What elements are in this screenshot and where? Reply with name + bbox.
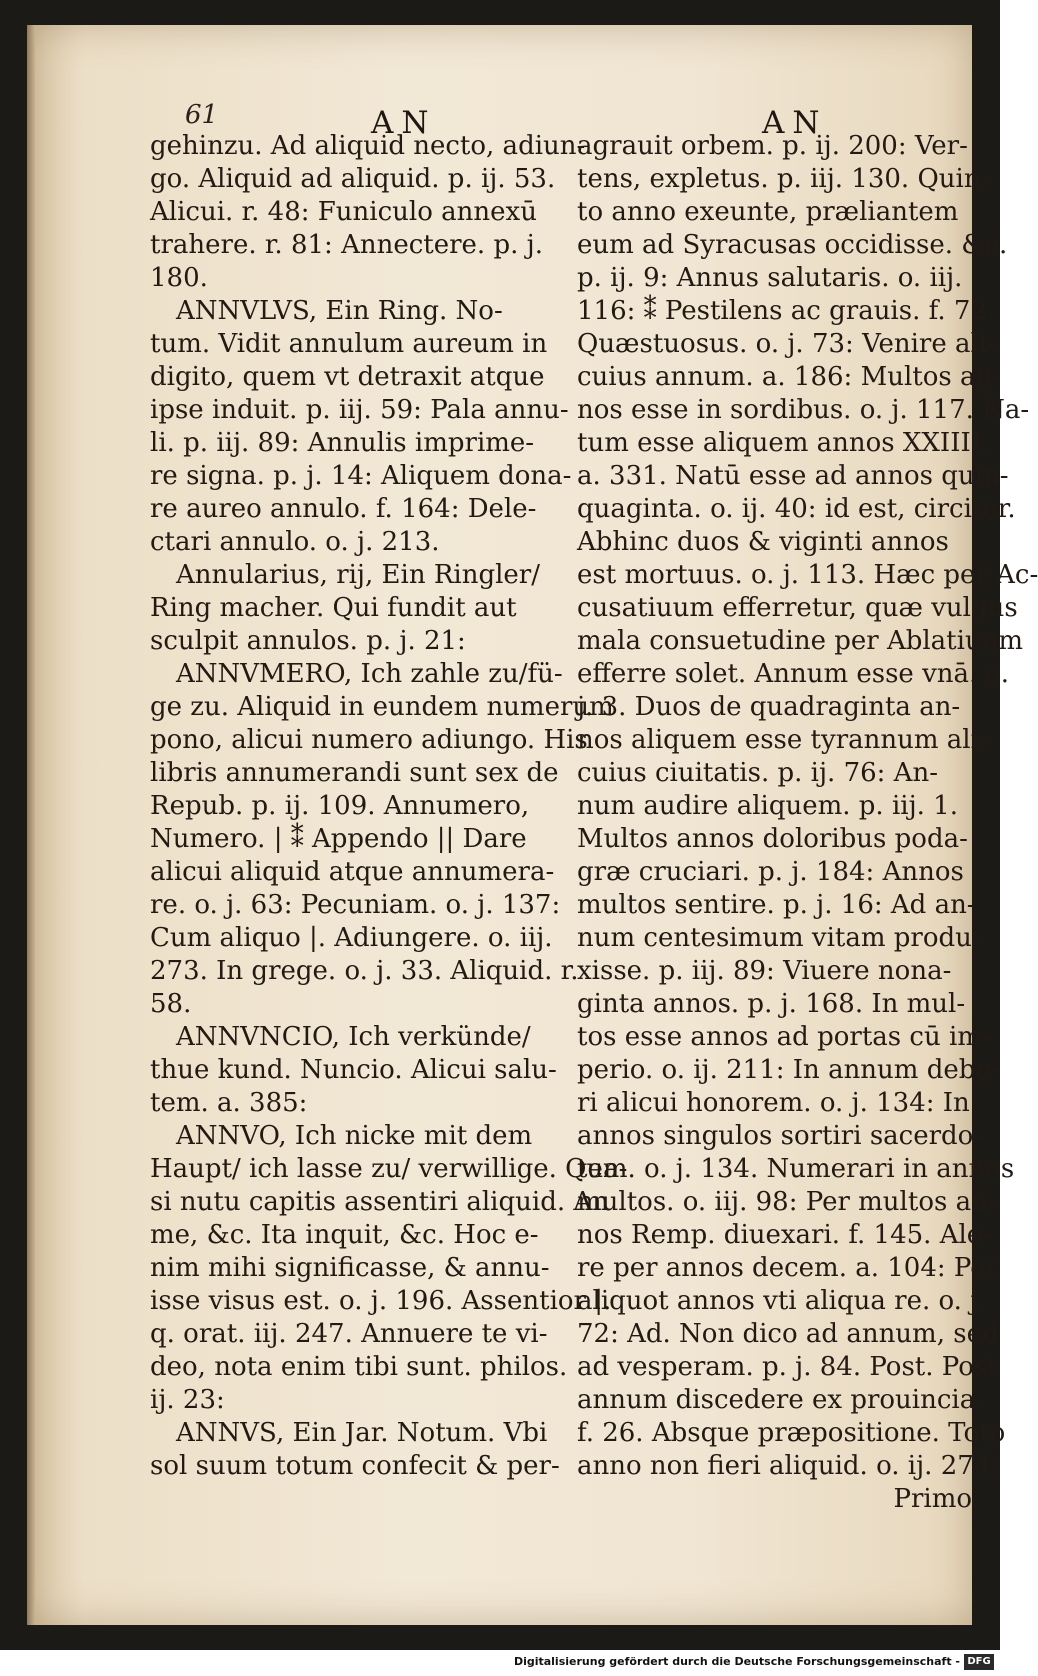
text-line: tem. a. 385:: [150, 1088, 308, 1118]
text-line: ge zu. Aliquid in eundem numerum: [150, 692, 614, 722]
text-line: li. p. iij. 89: Annulis imprime-: [150, 428, 535, 458]
text-line: multos. o. iij. 98: Per multos an-: [577, 1187, 997, 1217]
text-line: nim mihi significasse, & annu-: [150, 1253, 550, 1283]
text-line: Annularius, rij, Ein Ringler/: [176, 560, 540, 590]
dfg-logo: DFG: [964, 1654, 994, 1670]
text-line: nos Remp. diuexari. f. 145. Ale-: [577, 1220, 991, 1250]
text-line: tos esse annos ad portas cū im-: [577, 1022, 991, 1052]
text-line: num centesimum vitam produ-: [577, 923, 981, 953]
funding-credit: Digitalisierung gefördert durch die Deutsche Forschungsgemeinschaft -: [513, 1655, 960, 1668]
text-line: ANNVMERO, Ich zahle zu/fü-: [176, 659, 563, 689]
text-line: efferre solet. Annum esse vnā. o.: [577, 659, 1010, 689]
text-line: ad vesperam. p. j. 84. Post. Post: [577, 1352, 998, 1382]
text-line: sol suum totum confecit & per-: [150, 1451, 560, 1481]
text-line: ipse induit. p. iij. 59: Pala annu-: [150, 395, 569, 425]
text-line: trahere. r. 81: Annectere. p. j.: [150, 230, 543, 260]
text-line: re signa. p. j. 14: Aliquem dona-: [150, 461, 572, 491]
text-line: quaginta. o. ij. 40: id est, circiter.: [577, 494, 1016, 524]
text-line: græ cruciari. p. j. 184: Annos: [577, 857, 964, 887]
text-line: me, &c. Ita inquit, &c. Hoc e-: [150, 1220, 539, 1250]
text-line: num audire aliquem. p. iij. 1.: [577, 791, 958, 821]
left-text-column: [150, 130, 628, 1483]
text-line: tem. o. j. 134. Numerari in annos: [577, 1154, 1015, 1184]
text-line: aliquot annos vti aliqua re. o. j.: [577, 1286, 987, 1316]
text-line: q. orat. iij. 247. Annuere te vi-: [150, 1319, 548, 1349]
text-line: est mortuus. o. j. 113. Hæc per Ac-: [577, 560, 1038, 590]
text-line: alicui aliquid atque annumera-: [150, 857, 555, 887]
text-line: re. o. j. 63: Pecuniam. o. j. 137:: [150, 890, 561, 920]
text-line: 273. In grege. o. j. 33. Aliquid. r.: [150, 956, 579, 986]
text-line: ANNVS, Ein Jar. Notum. Vbi: [176, 1418, 548, 1448]
right-running-head: AN: [762, 105, 828, 141]
right-text-column: [577, 130, 1038, 1516]
text-line: re per annos decem. a. 104: Per: [577, 1253, 999, 1283]
text-line: agrauit orbem. p. ij. 200: Ver-: [577, 131, 968, 161]
text-line: tens, expletus. p. iij. 130. Quin-: [577, 164, 990, 194]
text-line: f. 26. Absque præpositione. Toto: [577, 1418, 1006, 1448]
text-line: 116: ⁑ Pestilens ac grauis. f. 72.: [577, 296, 996, 326]
text-line: p. ij. 9: Annus salutaris. o. iij.: [577, 263, 963, 293]
text-line: annos singulos sortiri sacerdo-: [577, 1121, 983, 1151]
text-line: gehinzu. Ad aliquid necto, adiun-: [150, 131, 586, 161]
catchword: Primo: [893, 1484, 972, 1514]
text-line: ij. 23:: [150, 1385, 225, 1415]
text-line: thue kund. Nuncio. Alicui salu-: [150, 1055, 557, 1085]
text-line: tum. Vidit annulum aureum in: [150, 329, 548, 359]
digitization-footer: [0, 1650, 1000, 1676]
text-line: ri alicui honorem. o. j. 134: In: [577, 1088, 970, 1118]
text-line: digito, quem vt detraxit atque: [150, 362, 545, 392]
text-line: Repub. p. ij. 109. Annumero,: [150, 791, 530, 821]
text-line: isse visus est. o. j. 196. Assentior |.: [150, 1286, 612, 1316]
text-line: mala consuetudine per Ablatiuum: [577, 626, 1024, 656]
text-line: to anno exeunte, præliantem: [577, 197, 959, 227]
text-line: libris annumerandi sunt sex de: [150, 758, 559, 788]
text-line: ANNVLVS, Ein Ring. No-: [176, 296, 503, 326]
text-line: ANNVO, Ich nicke mit dem: [176, 1121, 533, 1151]
text-line: Abhinc duos & viginti annos: [577, 527, 949, 557]
text-line: 58.: [150, 989, 192, 1019]
text-line: a. 331. Natū esse ad annos quin-: [577, 461, 1009, 491]
text-line: anno non fieri aliquid. o. ij. 274:: [577, 1451, 1000, 1481]
text-line: Ring macher. Qui fundit aut: [150, 593, 517, 623]
text-line: xisse. p. iij. 89: Viuere nona-: [577, 956, 952, 986]
text-line: annum discedere ex prouincia.: [577, 1385, 984, 1415]
text-line: 180.: [150, 263, 208, 293]
text-line: cusatiuum efferretur, quæ vulgus: [577, 593, 1018, 623]
text-line: cuius ciuitatis. p. ij. 76: An-: [577, 758, 938, 788]
page-gutter: [27, 25, 35, 1625]
text-line: Haupt/ ich lasse zu/ verwillige. Qua-: [150, 1154, 628, 1184]
text-line: multos sentire. p. j. 16: Ad an-: [577, 890, 976, 920]
text-line: cuius annum. a. 186: Multos an-: [577, 362, 1001, 392]
text-line: ANNVNCIO, Ich verkünde/: [176, 1022, 531, 1052]
text-line: Cum aliquo |. Adiungere. o. iij.: [150, 923, 553, 953]
text-line: Quæstuosus. o. j. 73: Venire ali-: [577, 329, 996, 359]
text-line: go. Aliquid ad aliquid. p. ij. 53.: [150, 164, 556, 194]
text-line: Alicui. r. 48: Funiculo annexū: [150, 197, 537, 227]
text-line: j. 3. Duos de quadraginta an-: [577, 692, 961, 722]
text-line: eum ad Syracusas occidisse. &c.: [577, 230, 1008, 260]
text-line: nos esse in sordibus. o. j. 117. Na-: [577, 395, 1030, 425]
text-line: Numero. | ⁑ Appendo || Dare: [150, 824, 527, 854]
text-line: re aureo annulo. f. 164: Dele-: [150, 494, 537, 524]
text-line: si nutu capitis assentiri aliquid. An: [150, 1187, 609, 1217]
text-line: ctari annulo. o. j. 213.: [150, 527, 440, 557]
left-running-head: AN: [371, 105, 437, 141]
text-line: ginta annos. p. j. 168. In mul-: [577, 989, 966, 1019]
text-line: 72: Ad. Non dico ad annum, sed: [577, 1319, 999, 1349]
text-line: tum esse aliquem annos XXIIII.: [577, 428, 990, 458]
text-line: pono, alicui numero adiungo. His: [150, 725, 588, 755]
text-line: Multos annos doloribus poda-: [577, 824, 968, 854]
page-number: 61: [185, 100, 219, 130]
text-line: deo, nota enim tibi sunt. philos.: [150, 1352, 568, 1382]
text-line: nos aliquem esse tyrannum ali-: [577, 725, 988, 755]
text-line: perio. o. ij. 211: In annum debe-: [577, 1055, 1000, 1085]
text-line: sculpit annulos. p. j. 21:: [150, 626, 466, 656]
